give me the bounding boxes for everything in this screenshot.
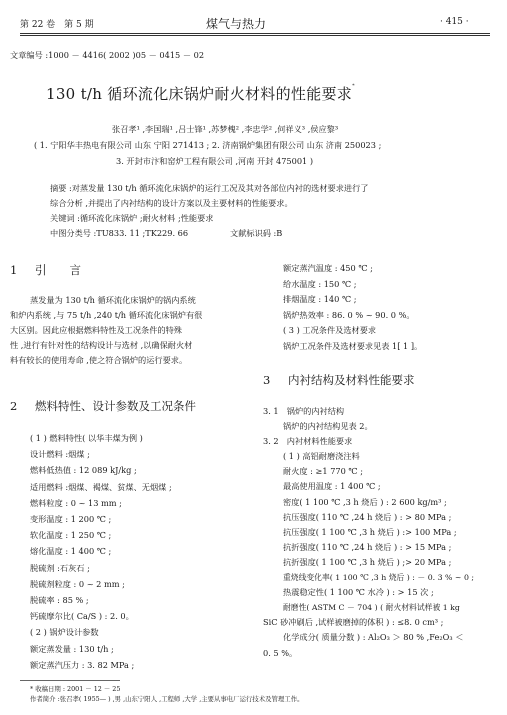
clc-number: 中图分类号 :TU833. 11 ;TK229. 66 <box>50 228 189 238</box>
section-2-title: 燃料特性、设计参数及工况条件 <box>34 399 196 413</box>
para-line: 大区别。因此应根据燃料特性及工况条件的特殊 <box>10 325 182 335</box>
received-date: * 收稿日期 : 2001 － 12 － 25 <box>30 685 121 693</box>
list-item: 额定蒸汽压力 : 3. 82 MPa ; <box>30 659 135 670</box>
paper-title-text: 130 t/h 循环流化床锅炉耐火材料的性能要求 <box>46 85 353 103</box>
list-item: ( 1 ) 燃料特性( 以华丰煤为例 ) <box>30 433 143 443</box>
list-item: 变形温度 : 1 200 ℃ ; <box>30 514 112 525</box>
list-item: 抗压强度( 1 100 ℃ ,3 h 烧后 ) :> 100 MPa ; <box>283 526 457 537</box>
list-item: 耐磨性( ASTM C － 704 ) ( 耐火材料试样被 1 kg <box>283 603 460 613</box>
section-1-paragraph <box>10 293 250 368</box>
list-item: ( 1 ) 高铝耐磨浇注料 <box>283 451 360 462</box>
right-column-top-list <box>283 261 498 354</box>
para-line: 料有较长的使用寿命 ,使之符合锅炉的运行要求。 <box>10 355 188 365</box>
section-2-heading <box>10 398 196 414</box>
list-item: 抗折强度( 1 100 ℃ ,3 h 烧后 ) ;> 20 MPa ; <box>283 556 452 567</box>
article-number: 文章编号 :1000 － 4416( 2002 )05 － 0415 － 02 <box>10 50 205 60</box>
list-item: 钙硫摩尔比( Ca/S ) : 2. 0。 <box>30 611 134 622</box>
affiliation-line-1: ( 1. 宁阳华丰热电有限公司 山东 宁阳 271413 ; 2. 济南锅炉集团有限公司 山东 济南 250023 ; <box>34 140 382 150</box>
section-3-list <box>263 404 503 661</box>
section-3-number: 3 <box>263 373 271 387</box>
list-item: 脱硫剂 :石灰石 ; <box>30 562 90 573</box>
author-bio: 作者简介 :张召孝( 1955— ) ,男 ,山东宁阳人 ,工程师 ,大学 ,主要从事电厂运行技术及管理工作。 <box>30 695 304 703</box>
list-item: 熔化温度 : 1 400 ℃ ; <box>30 546 112 557</box>
header-issue: 第 22 卷 第 5 期 <box>20 20 94 30</box>
abstract-line-2: 综合分析 ,并提出了内衬结构的设计方案以及主要材料的性能要求。 <box>50 198 293 208</box>
list-item: 3. 2 内衬材料性能要求 <box>263 436 353 447</box>
header-journal-name: 煤气与热力 <box>206 17 267 31</box>
para-line: 性 ,进行有针对性的结构设计与选材 ,以确保耐火材 <box>10 340 193 350</box>
section-2-number: 2 <box>10 399 18 413</box>
list-item: 燃料粒度 : 0 ~ 13 mm ; <box>30 497 122 508</box>
list-item: 排烟温度 : 140 ℃ ; <box>283 294 357 304</box>
list-item: 适用燃料 :烟煤、褐煤、贫煤、无烟煤 ; <box>30 481 172 492</box>
list-item: 软化温度 : 1 250 ℃ ; <box>30 530 112 541</box>
list-item: 额定蒸发量 : 130 t/h ; <box>30 643 114 654</box>
list-item: 给水温度 : 150 ℃ ; <box>283 278 357 289</box>
title-footnote-mark: * <box>352 83 355 89</box>
list-item: 热震稳定性( 1 100 ℃ 水冷 ) : > 15 次 ; <box>283 587 434 598</box>
list-item: 化学成分( 质量分数 ) : Al₂O₃ ＞ 80 % ,Fe₂O₃ ＜ <box>283 632 464 643</box>
list-item: 3. 1 锅炉的内衬结构 <box>263 406 345 416</box>
list-item: ( 2 ) 锅炉设计参数 <box>30 627 99 638</box>
header-page-number: · 415 · <box>440 17 469 27</box>
para-line: 蒸发量为 130 t/h 循环流化床锅炉的锅内系统 <box>30 295 196 305</box>
list-item: 抗压强度( 110 ℃ ,24 h 烧后 ) : > 80 MPa ; <box>283 511 452 522</box>
header-rule-double <box>20 35 490 36</box>
section-1-heading <box>10 262 81 278</box>
section-1-title: 引 言 <box>34 263 81 277</box>
list-item: 锅炉的内衬结构见表 2。 <box>283 421 373 432</box>
abstract-line-1: 摘要 :对蒸发量 130 t/h 循环流化床锅炉的运行工况及其对各部位内衬的选材要求进行了 <box>50 183 369 193</box>
list-item: SiC 砂冲刷后 ,试样被磨掉的体积 ) : ≤8. 0 cm³ ; <box>263 617 444 628</box>
list-item: 耐火度 : ≥1 770 ℃ ; <box>283 466 363 477</box>
document-code: 文献标识码 :B <box>230 228 283 238</box>
list-item: 最高使用温度 : 1 400 ℃ ; <box>283 481 381 492</box>
section-2-list <box>30 430 250 673</box>
header-rule <box>20 33 490 34</box>
list-item: 燃料低热值 : 12 089 kJ/kg ; <box>30 465 137 476</box>
list-item: 锅炉热效率 : 86. 0 % ~ 90. 0 %。 <box>283 309 415 320</box>
section-3-title: 内衬结构及材料性能要求 <box>287 373 415 387</box>
paper-title <box>46 83 355 104</box>
list-item: 脱硫剂粒度 : 0 ~ 2 mm ; <box>30 578 125 589</box>
list-item: 0. 5 %。 <box>263 647 298 658</box>
list-item: 锅炉工况条件及选材要求见表 1[ 1 ]。 <box>283 340 423 351</box>
affiliation-line-2: 3. 开封市汴和窑炉工程有限公司 ,河南 开封 475001 ) <box>116 156 314 166</box>
list-item: 额定蒸汽温度 : 450 ℃ ; <box>283 263 373 273</box>
list-item: 密度( 1 100 ℃ ,3 h 烧后 ) : 2 600 kg/m³ ; <box>283 496 447 507</box>
para-line: 和炉内系统 ,与 75 t/h ,240 t/h 循环流化床锅炉有很 <box>10 310 203 320</box>
list-item: 脱硫率 : 85 % ; <box>30 595 89 606</box>
keywords: 关键词 :循环流化床锅炉 ;耐火材料 ;性能要求 <box>50 213 214 223</box>
list-item: 设计燃料 :烟煤 ; <box>30 449 90 460</box>
section-1-number: 1 <box>10 263 18 277</box>
list-item: 重烧线变化率( 1 100 ℃ ,3 h 烧后 ) : － 0. 3 % ~ 0 ; <box>283 573 475 583</box>
section-3-heading <box>263 372 414 388</box>
list-item: 抗折强度( 110 ℃ ,24 h 烧后 ) : > 15 MPa ; <box>283 541 452 552</box>
list-item: ( 3 ) 工况条件及选材要求 <box>283 325 377 335</box>
footnote-rule <box>20 680 120 681</box>
author-list: 张召孝¹ ,李国瑞¹ ,吕士锋¹ ,苏梦槐² ,李忠学² ,何祥义³ ,侯应黎³ <box>112 124 339 134</box>
